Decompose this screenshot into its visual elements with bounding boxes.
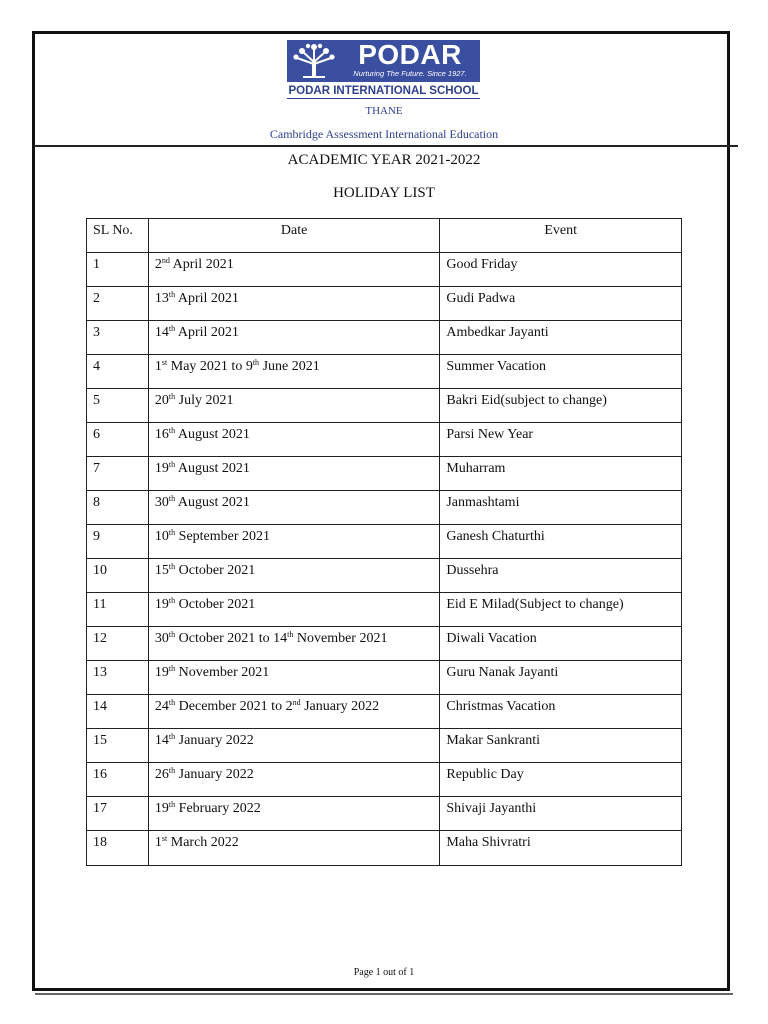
header-sl-no: SL No. — [87, 219, 149, 253]
cell-date — [148, 321, 439, 355]
date-text: August 2021 — [175, 495, 250, 510]
cell-date — [148, 559, 439, 593]
cell-date — [148, 593, 439, 627]
table-row — [87, 661, 682, 695]
cell-date — [148, 491, 439, 525]
cell-event: Muharram — [440, 457, 682, 491]
cell-event: Ganesh Chaturthi — [440, 525, 682, 559]
table-header-row — [87, 219, 682, 253]
date-text: October 2021 to 14 — [175, 631, 288, 646]
date-ordinal-suffix: th — [168, 596, 176, 605]
date-text: September 2021 — [175, 529, 271, 544]
tree-icon — [289, 42, 339, 80]
cell-event: Makar Sankranti — [440, 729, 682, 763]
cell-event: Janmashtami — [440, 491, 682, 525]
date-ordinal-suffix: st — [161, 834, 168, 843]
cell-event: Good Friday — [440, 253, 682, 287]
date-ordinal-suffix: th — [287, 630, 294, 639]
date-text: December 2021 to 2 — [175, 699, 293, 714]
date-ordinal-suffix: th — [168, 562, 176, 571]
date-ordinal-suffix: th — [168, 494, 176, 503]
date-ordinal-suffix: th — [168, 732, 176, 741]
date-text: April 2021 — [169, 257, 234, 272]
date-ordinal-suffix: nd — [161, 256, 170, 265]
date-ordinal-suffix: th — [168, 800, 176, 809]
date-text: 13 — [154, 291, 169, 306]
cell-sl-no: 15 — [87, 729, 149, 763]
cell-sl-no: 14 — [87, 695, 149, 729]
date-ordinal-suffix: th — [168, 664, 176, 673]
date-text: November 2021 — [293, 631, 388, 646]
cell-sl-no: 5 — [87, 389, 149, 423]
date-text: 19 — [154, 665, 169, 680]
date-text: April 2021 — [175, 291, 239, 306]
cell-date — [148, 457, 439, 491]
cell-sl-no: 12 — [87, 627, 149, 661]
table-row — [87, 457, 682, 491]
logo-banner — [287, 40, 480, 82]
cell-event: Guru Nanak Jayanti — [440, 661, 682, 695]
date-text: August 2021 — [175, 461, 250, 476]
cell-event: Dussehra — [440, 559, 682, 593]
cell-event: Republic Day — [440, 763, 682, 797]
cell-sl-no: 8 — [87, 491, 149, 525]
page-border-shadow — [35, 993, 733, 995]
cell-event: Christmas Vacation — [440, 695, 682, 729]
brand-tagline: Nurturing The Future. Since 1927. — [353, 69, 467, 78]
table-row — [87, 321, 682, 355]
date-text: October 2021 — [175, 563, 256, 578]
table-row — [87, 763, 682, 797]
date-text: 15 — [154, 563, 169, 578]
date-text: 30 — [154, 495, 169, 510]
cell-event: Maha Shivratri — [440, 831, 682, 866]
date-text: 19 — [154, 597, 169, 612]
cell-sl-no: 1 — [87, 253, 149, 287]
page-number: Page 1 out of 1 — [353, 967, 415, 978]
table-row — [87, 559, 682, 593]
cell-date — [148, 831, 439, 866]
table-row — [87, 525, 682, 559]
date-text: 1 — [154, 359, 162, 374]
school-city: THANE — [365, 105, 403, 117]
cell-event: Shivaji Jayanthi — [440, 797, 682, 831]
cell-event: Eid E Milad(Subject to change) — [440, 593, 682, 627]
date-ordinal-suffix: st — [161, 358, 168, 367]
table-row — [87, 797, 682, 831]
header-divider — [34, 145, 738, 147]
date-text: May 2021 to 9 — [167, 359, 253, 374]
table-row — [87, 389, 682, 423]
date-ordinal-suffix: th — [168, 460, 176, 469]
school-board: Cambridge Assessment International Education — [269, 127, 499, 141]
date-ordinal-suffix: th — [168, 290, 176, 299]
date-text: November 2021 — [175, 665, 270, 680]
holiday-rows — [87, 253, 682, 866]
cell-sl-no: 4 — [87, 355, 149, 389]
cell-sl-no: 7 — [87, 457, 149, 491]
cell-event: Ambedkar Jayanti — [440, 321, 682, 355]
cell-sl-no: 9 — [87, 525, 149, 559]
cell-date — [148, 253, 439, 287]
table-row — [87, 831, 682, 866]
date-text: August 2021 — [175, 427, 250, 442]
date-ordinal-suffix: th — [168, 528, 176, 537]
date-ordinal-suffix: th — [168, 392, 176, 401]
table-row — [87, 423, 682, 457]
date-text: July 2021 — [175, 393, 234, 408]
date-text: 26 — [154, 767, 169, 782]
cell-event: Diwali Vacation — [440, 627, 682, 661]
date-text: January 2022 — [175, 767, 254, 782]
academic-year-title: ACADEMIC YEAR 2021-2022 — [287, 152, 481, 168]
date-text: October 2021 — [175, 597, 256, 612]
table-row — [87, 695, 682, 729]
table-row — [87, 355, 682, 389]
cell-date — [148, 695, 439, 729]
date-text: 2 — [154, 257, 162, 272]
cell-date — [148, 729, 439, 763]
cell-date — [148, 627, 439, 661]
date-text: January 2022 — [300, 699, 380, 714]
date-text: 20 — [154, 393, 169, 408]
cell-sl-no: 13 — [87, 661, 149, 695]
holiday-table — [86, 218, 682, 866]
date-ordinal-suffix: th — [168, 426, 176, 435]
cell-sl-no: 18 — [87, 831, 149, 866]
table-row — [87, 287, 682, 321]
cell-sl-no: 16 — [87, 763, 149, 797]
cell-sl-no: 17 — [87, 797, 149, 831]
cell-event: Summer Vacation — [440, 355, 682, 389]
table-row — [87, 593, 682, 627]
date-ordinal-suffix: th — [168, 630, 176, 639]
cell-event: Parsi New Year — [440, 423, 682, 457]
date-text: 16 — [154, 427, 169, 442]
table-row — [87, 729, 682, 763]
cell-date — [148, 763, 439, 797]
cell-sl-no: 10 — [87, 559, 149, 593]
date-text: 14 — [154, 325, 169, 340]
date-ordinal-suffix: th — [168, 766, 176, 775]
date-text: 19 — [154, 801, 169, 816]
date-text: 14 — [154, 733, 169, 748]
table-row — [87, 491, 682, 525]
cell-event: Gudi Padwa — [440, 287, 682, 321]
cell-date — [148, 661, 439, 695]
cell-date — [148, 797, 439, 831]
header-event: Event — [440, 219, 682, 253]
date-text: 24 — [154, 699, 169, 714]
header-date: Date — [148, 219, 439, 253]
school-logo — [287, 40, 480, 98]
cell-sl-no: 3 — [87, 321, 149, 355]
table-row — [87, 627, 682, 661]
date-text: February 2022 — [175, 801, 261, 816]
cell-sl-no: 11 — [87, 593, 149, 627]
date-text: 10 — [154, 529, 169, 544]
brand-name: PODAR — [358, 39, 462, 70]
date-text: April 2021 — [175, 325, 239, 340]
cell-sl-no: 2 — [87, 287, 149, 321]
date-text: June 2021 — [259, 359, 320, 374]
date-text: 30 — [154, 631, 169, 646]
date-text: January 2022 — [175, 733, 254, 748]
cell-date — [148, 423, 439, 457]
date-text: 19 — [154, 461, 169, 476]
cell-date — [148, 525, 439, 559]
holiday-list-title: HOLIDAY LIST — [333, 185, 435, 201]
cell-date — [148, 287, 439, 321]
date-ordinal-suffix: th — [168, 698, 176, 707]
school-name: PODAR INTERNATIONAL SCHOOL — [288, 85, 479, 97]
cell-sl-no: 6 — [87, 423, 149, 457]
table-row — [87, 253, 682, 287]
date-ordinal-suffix: th — [252, 358, 260, 367]
date-text: March 2022 — [167, 835, 239, 850]
school-name-underline — [287, 98, 480, 99]
date-text: 1 — [154, 835, 162, 850]
cell-event: Bakri Eid(subject to change) — [440, 389, 682, 423]
date-ordinal-suffix: nd — [292, 698, 301, 707]
date-ordinal-suffix: th — [168, 324, 176, 333]
cell-date — [148, 389, 439, 423]
cell-date — [148, 355, 439, 389]
